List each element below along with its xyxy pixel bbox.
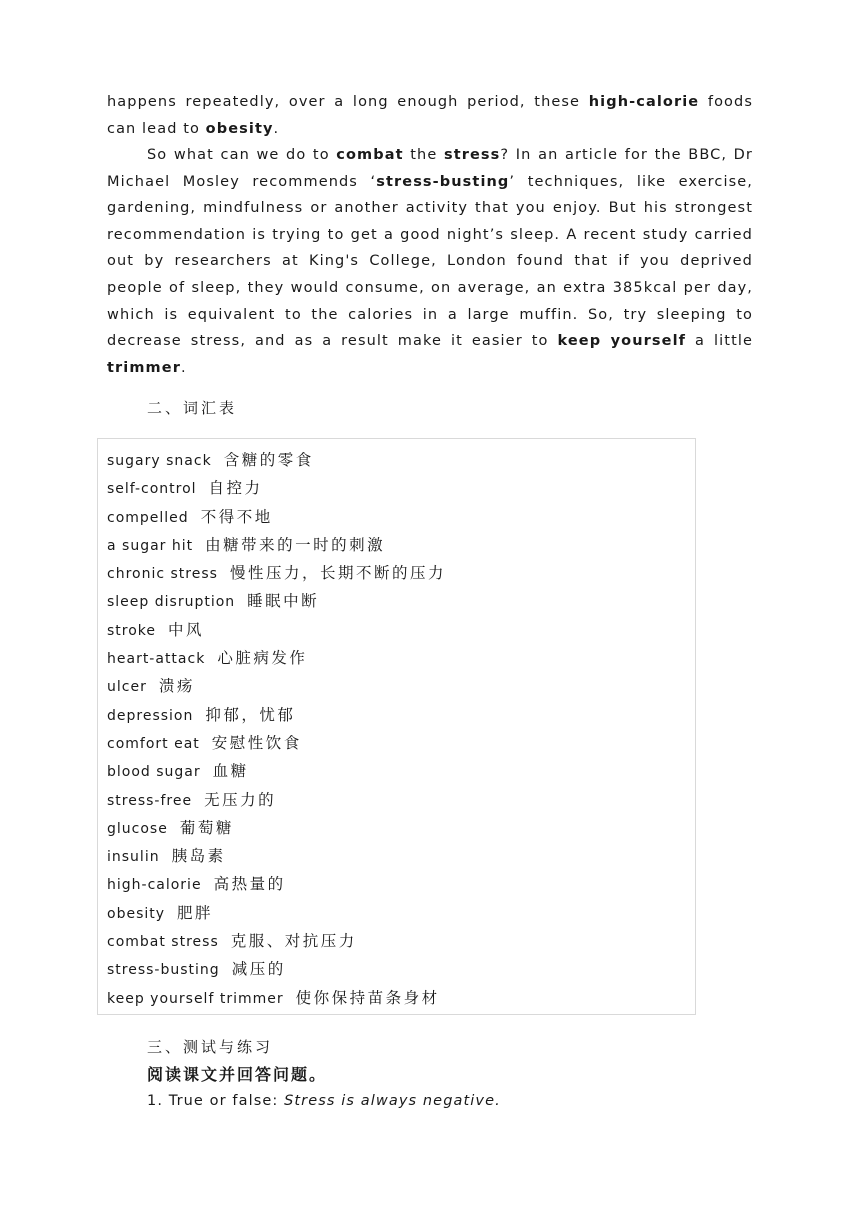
vocab-translation: 中风 (168, 620, 205, 639)
vocab-term: a sugar hit (107, 537, 194, 554)
question-1 (147, 1093, 501, 1109)
vocab-row (107, 729, 446, 757)
vocab-translation: 高热量的 (213, 875, 286, 894)
vocab-row (107, 814, 446, 842)
vocab-translation: 不得不地 (200, 507, 273, 526)
section-heading-exercises: 三、测试与练习 (147, 1038, 274, 1056)
vocab-row (107, 842, 446, 870)
vocab-row (107, 587, 446, 615)
text-run: the (403, 147, 444, 163)
vocabulary-list (107, 446, 446, 1012)
vocab-translation: 肥胖 (177, 903, 214, 922)
vocab-translation: 睡眠中断 (247, 592, 320, 611)
vocab-term: sugary snack (107, 453, 212, 469)
vocab-term: high-calorie (107, 877, 202, 894)
vocab-term: self-control (107, 481, 197, 498)
vocab-row (107, 927, 446, 955)
vocab-row (107, 870, 446, 898)
bold-term: stress-busting (376, 173, 510, 190)
vocab-translation: 含糖的零食 (223, 451, 314, 469)
vocab-term: keep yourself trimmer (107, 990, 284, 1007)
vocab-row (107, 559, 446, 587)
bold-term: keep yourself (557, 333, 687, 350)
vocab-term: stroke (107, 622, 157, 639)
vocab-term: stress-free (107, 792, 193, 809)
vocab-translation: 由糖带来的一时的刺激 (205, 535, 386, 554)
vocab-row (107, 503, 446, 531)
passage-paragraph-1 (107, 89, 753, 142)
vocab-translation: 胰岛素 (171, 847, 226, 866)
vocab-row (107, 672, 446, 700)
vocab-row (107, 446, 446, 474)
vocab-term: stress-busting (107, 962, 220, 979)
bold-term: stress (443, 147, 501, 163)
text-run: foods can lead to (107, 94, 753, 137)
question-1-prefix: 1. True or false: (147, 1093, 285, 1109)
exercise-instruction: 阅读课文并回答问题。 (147, 1065, 328, 1084)
vocab-translation: 葡萄糖 (179, 818, 234, 837)
vocab-term: compelled (107, 509, 189, 526)
text-run: So what can we do to (147, 147, 337, 163)
vocab-term: ulcer (107, 679, 147, 696)
vocab-translation: 安慰性饮食 (211, 733, 302, 752)
vocab-translation: 溃疡 (158, 677, 195, 696)
vocab-translation: 克服、对抗压力 (230, 932, 357, 951)
vocab-row (107, 955, 446, 983)
vocab-translation: 自控力 (208, 479, 263, 498)
vocab-row (107, 899, 446, 927)
vocab-translation: 使你保持苗条身材 (295, 988, 440, 1007)
text-run: . (180, 359, 187, 376)
bold-term: obesity (205, 120, 274, 137)
vocab-row (107, 757, 446, 785)
bold-term: high-calorie (588, 94, 700, 110)
bold-term: combat (336, 147, 404, 163)
vocab-term: glucose (107, 820, 168, 837)
vocab-row (107, 616, 446, 644)
vocab-row (107, 531, 446, 559)
vocab-row (107, 786, 446, 814)
vocab-row (107, 644, 446, 672)
passage-paragraph-2 (107, 142, 753, 381)
vocab-translation: 心脏病发作 (217, 649, 308, 668)
vocab-translation: 抑郁，忧郁 (205, 705, 296, 724)
text-run: ? In an article for the BBC, Dr Michael Mosley recommends ‘ (107, 147, 753, 190)
vocab-row (107, 984, 446, 1012)
text-run: a little (686, 333, 753, 350)
vocab-term: blood sugar (107, 764, 201, 781)
vocab-term: insulin (107, 849, 160, 866)
vocab-term: heart-attack (107, 651, 206, 668)
text-run: happens repeatedly, over a long enough period, these (107, 94, 589, 110)
question-1-statement: Stress is always negative. (284, 1093, 501, 1109)
vocab-term: sleep disruption (107, 594, 236, 611)
vocab-translation: 无压力的 (204, 790, 277, 809)
vocab-term: chronic stress (107, 566, 218, 583)
bold-term: trimmer (107, 359, 181, 376)
vocab-term: combat stress (107, 934, 219, 951)
vocab-translation: 减压的 (231, 960, 286, 979)
vocab-term: obesity (107, 905, 166, 922)
text-run: . (273, 120, 280, 137)
text-run: ’ techniques, like exercise, gardening, mindfulness or another activity that you enjoy. But his strongest recommendation is trying to get a good night’s sleep. A recent study carried out by researchers at King's College, London found that if you deprived people of sleep, they would consume, on average, an extra 385kcal per day, which is equivalent to the calories in a large muffin. So, try sleeping to decrease stress, and as a result make it easier to (107, 173, 754, 350)
vocab-term: comfort eat (107, 735, 200, 752)
vocab-row (107, 474, 446, 502)
vocab-translation: 血糖 (212, 762, 249, 781)
vocab-row (107, 701, 446, 729)
vocabulary-table (97, 438, 696, 1015)
vocab-term: depression (107, 707, 194, 724)
vocab-translation: 慢性压力，长期不断的压力 (229, 564, 446, 583)
section-heading-vocabulary: 二、词汇表 (147, 399, 238, 417)
